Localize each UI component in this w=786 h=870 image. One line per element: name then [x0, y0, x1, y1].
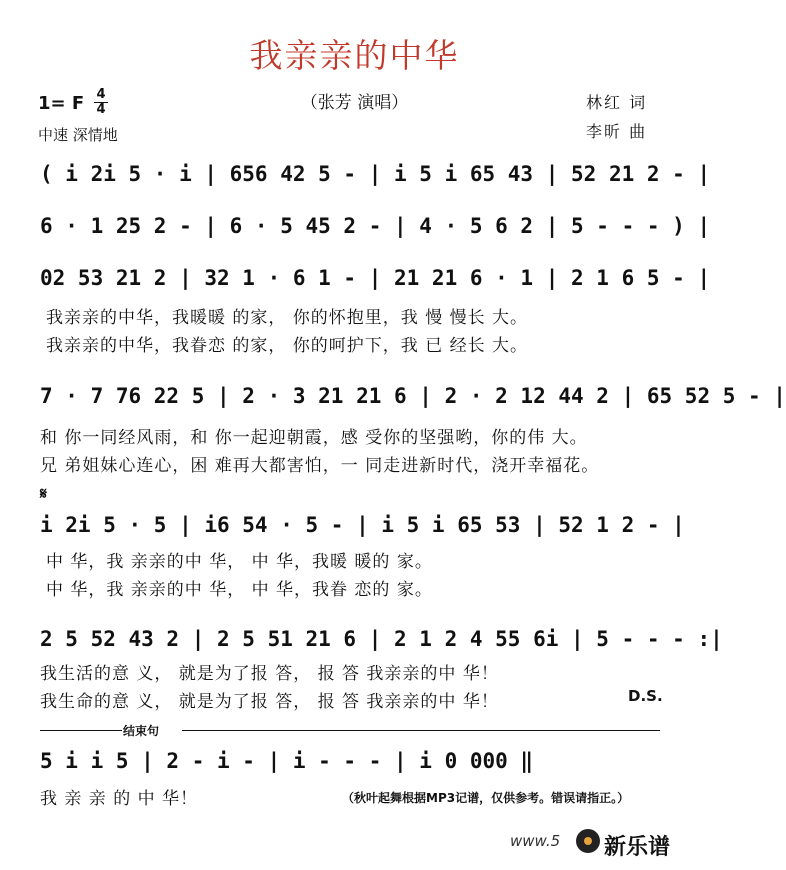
lyric-5-verse-1: 中 华，我 亲亲的中 华， 中 华，我暖 暖的 家。: [46, 552, 433, 572]
time-signature-bottom: 4: [96, 102, 106, 117]
ending-label: 结束句: [123, 724, 160, 738]
lyric-6-verse-1: 我生活的意 义， 就是为了报 答， 报 答 我亲亲的中 华！: [40, 664, 499, 684]
lyric-6-verse-2: 我生命的意 义， 就是为了报 答， 报 答 我亲亲的中 华！: [40, 692, 499, 712]
segno-sign: 𝄋: [40, 484, 47, 503]
lyric-3-verse-2: 我亲亲的中华，我眷恋 的家， 你的呵护下，我 已 经长 大。: [46, 336, 529, 356]
record-icon: [576, 829, 600, 853]
score-line-3: 02 53 21 2 | 32 1 · 6 1 - | 21 21 6 · 1 | 2 1 6 5 - |: [40, 266, 711, 290]
tempo-marking: 中速 深情地: [38, 126, 118, 144]
lyric-3-verse-1: 我亲亲的中华，我暖暖 的家， 你的怀抱里，我 慢 慢长 大。: [46, 308, 529, 328]
ds-marker: D.S.: [628, 687, 663, 705]
time-signature-top: 4: [96, 87, 106, 102]
key-signature: 1= F: [38, 93, 85, 114]
watermark-brand: 新乐谱: [604, 835, 671, 860]
score-line-5: i 2i 5 · 5 | i6 54 · 5 - | i 5 i 65 53 | 52 1 2 - |: [40, 513, 685, 537]
score-line-6: 2 5 52 43 2 | 2 5 51 21 6 | 2 1 2 4 55 6i | 5 - - - :|: [40, 627, 723, 651]
time-signature: [94, 88, 108, 117]
song-title: 我亲亲的中华: [249, 36, 460, 75]
lyricist-credit: 林红 词: [586, 93, 648, 112]
composer-credit: 李昕 曲: [586, 122, 648, 141]
score-line-2: 6 · 1 25 2 - | 6 · 5 45 2 - | 4 · 5 6 2 | 5 - - - ) |: [40, 214, 711, 238]
score-line-4: 7 · 7 76 22 5 | 2 · 3 21 21 6 | 2 · 2 12 44 2 | 65 52 5 - |: [40, 384, 786, 408]
score-line-7: 5 i i 5 | 2 - i - | i - - - | i 0 000 ‖: [40, 749, 534, 773]
lyric-4-verse-2: 兄 弟姐妹心连心，困 难再大都害怕，一 同走进新时代，浇开幸福花。: [40, 456, 600, 476]
lyric-4-verse-1: 和 你一同经风雨，和 你一起迎朝霞，感 受你的坚强哟，你的伟 大。: [40, 428, 588, 448]
lyric-7: 我 亲 亲 的 中 华！: [40, 789, 199, 809]
lyric-5-verse-2: 中 华，我 亲亲的中 华， 中 华，我眷 恋的 家。: [46, 580, 433, 600]
singer-line: （张芳 演唱）: [300, 93, 409, 113]
transcription-note: （秋叶起舞根据MP3记谱，仅供参考。错误请指正。）: [342, 791, 630, 805]
score-line-1: ( i 2i 5 · i | 656 42 5 - | i 5 i 65 43 | 52 21 2 - |: [40, 162, 711, 186]
watermark-url: www.5: [510, 832, 561, 850]
